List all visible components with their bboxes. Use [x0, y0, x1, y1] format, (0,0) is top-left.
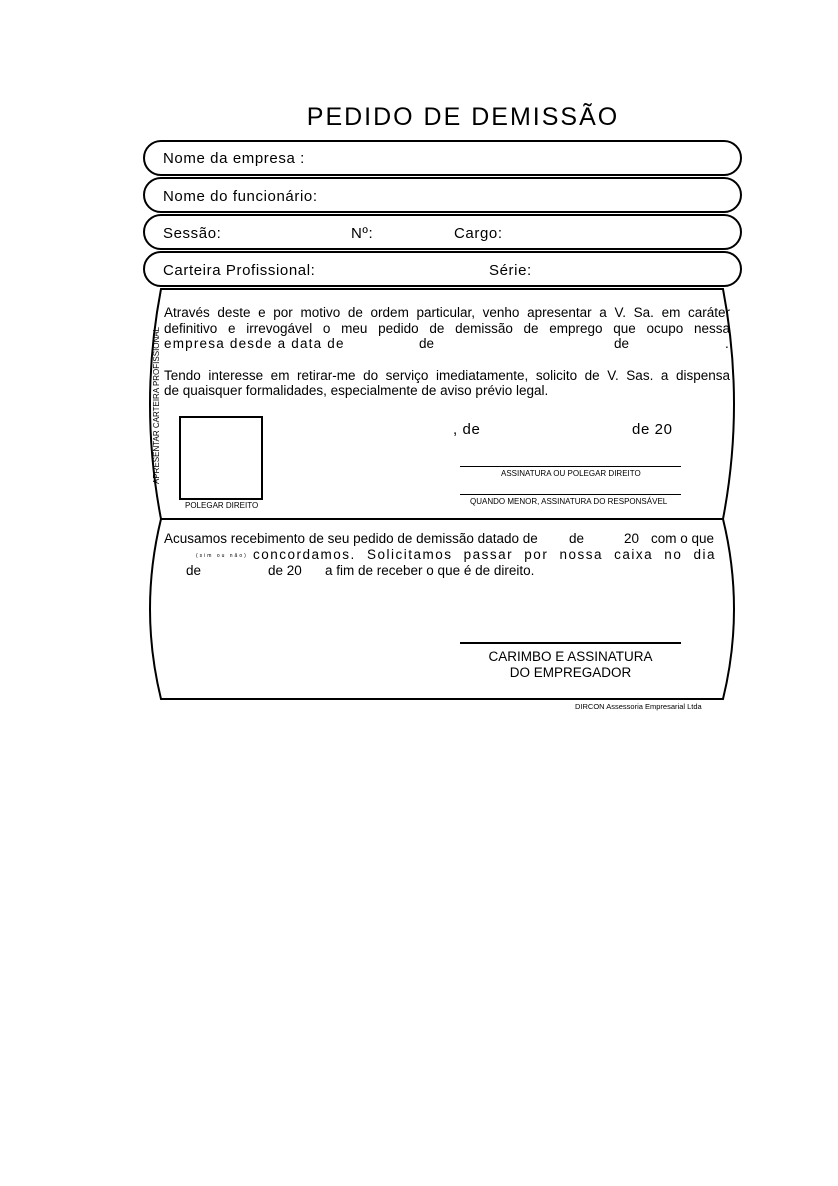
- request-line-3-b: de: [419, 336, 435, 351]
- employee-label: Nome do funcionário:: [163, 188, 318, 205]
- company-field-row: [143, 140, 742, 176]
- request-line-2: definitivo e irrevogável o meu pedido de demissão de emprego que ocupo nessa: [164, 321, 730, 336]
- section-field-row: [143, 214, 742, 250]
- receipt-line-1-a: Acusamos recebimento de seu pedido de demissão datado de: [164, 531, 538, 546]
- receipt-line-3-c: a fim de receber o que é de direito.: [325, 563, 535, 578]
- employer-signature-line: [460, 642, 681, 644]
- request-line-5: de quaisquer formalidades, especialmente de aviso prévio legal.: [164, 383, 549, 398]
- company-label: Nome da empresa :: [163, 150, 305, 167]
- employer-stamp-label-2: DO EMPREGADOR: [509, 665, 632, 680]
- receipt-line-3-b: de 20: [268, 563, 302, 578]
- thumbprint-box: [179, 416, 263, 500]
- date-year-label: de 20: [632, 421, 673, 438]
- thumbprint-label: POLEGAR DIREITO: [185, 501, 259, 510]
- series-label: Série:: [489, 262, 532, 279]
- request-line-4: Tendo interesse em retirar-me do serviço imediatamente, solicito de V. Sas. a dispensa: [164, 368, 730, 383]
- request-line-3-d: .: [725, 336, 729, 351]
- workcard-label: Carteira Profissional:: [163, 262, 316, 279]
- employer-stamp-label-1: CARIMBO E ASSINATURA: [488, 649, 653, 664]
- request-line-1: Através deste e por motivo de ordem particular, venho apresentar a V. Sa. em caráter: [164, 305, 730, 320]
- footer-credit: DIRCON Assessoria Empresarial Ltda: [575, 702, 702, 711]
- signature-line: [460, 466, 681, 467]
- position-label: Cargo:: [454, 225, 503, 242]
- receipt-line-1-b: de: [569, 531, 585, 546]
- signature-label: ASSINATURA OU POLEGAR DIREITO: [501, 469, 641, 478]
- side-label: APRESENTAR CARTEIRA PROFISSIONAL: [152, 326, 161, 484]
- section-label: Sessão:: [163, 225, 222, 242]
- receipt-line-1-c: 20: [624, 531, 640, 546]
- page-title: PEDIDO DE DEMISSÃO: [306, 103, 620, 131]
- request-line-3-c: de: [614, 336, 630, 351]
- workcard-field-row: [143, 251, 742, 287]
- number-label: Nº:: [351, 225, 374, 242]
- guardian-label: QUANDO MENOR, ASSINATURA DO RESPONSÁVEL: [470, 497, 668, 506]
- receipt-yes-no-hint: (sim ou não): [196, 553, 248, 559]
- receipt-line-2: concordamos. Solicitamos passar por nossa caixa no dia: [253, 547, 716, 562]
- receipt-line-3-a: de: [186, 563, 202, 578]
- request-line-3-a: empresa desde a data de: [164, 336, 345, 351]
- date-de-label: , de: [453, 421, 481, 438]
- guardian-line: [460, 494, 681, 495]
- receipt-line-1-d: com o que: [651, 531, 715, 546]
- employee-field-row: [143, 177, 742, 213]
